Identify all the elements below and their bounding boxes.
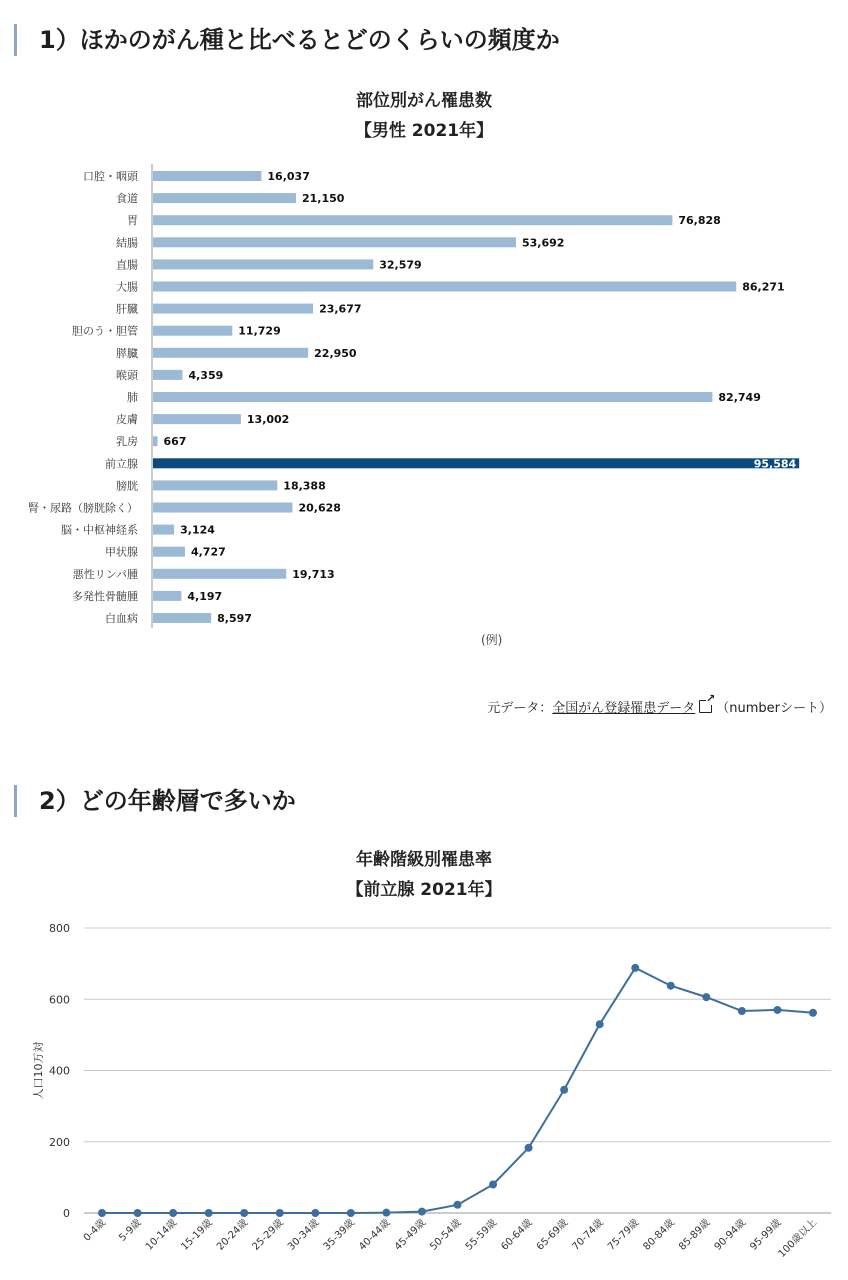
bar: [153, 348, 308, 358]
bar-chart-title: 部位別がん罹患数: [356, 91, 492, 111]
bar-chart-subtitle: 【男性 2021年】: [354, 121, 494, 141]
x-tick-label: 70-74歳: [570, 1217, 606, 1253]
bar: [153, 259, 373, 269]
x-tick-label: 30-34歳: [286, 1217, 322, 1253]
bar: [153, 237, 516, 247]
category-label: 結腸: [116, 236, 138, 250]
data-point: [276, 1209, 284, 1217]
bar: [153, 480, 277, 490]
value-label: 86,271: [742, 280, 785, 294]
value-label: 667: [163, 435, 187, 449]
value-label: 82,749: [718, 391, 761, 404]
value-label: 11,729: [238, 324, 281, 338]
data-point: [525, 1144, 533, 1152]
data-point: [418, 1208, 426, 1216]
data-point: [240, 1209, 248, 1217]
x-tick-label: 40-44歳: [357, 1217, 393, 1253]
value-label: 23,677: [319, 302, 362, 316]
value-label: 4,359: [188, 368, 224, 382]
data-point: [809, 1009, 817, 1017]
data-point: [773, 1006, 781, 1014]
value-label: 32,579: [379, 258, 422, 272]
category-label: 胆のう・胆管: [72, 324, 138, 338]
bar: [153, 304, 313, 314]
bar: [153, 392, 712, 402]
y-tick-label: 400: [49, 1064, 70, 1078]
value-label: 3,124: [180, 523, 215, 537]
value-label: 8,597: [217, 612, 252, 625]
category-label: 白血病: [105, 612, 138, 625]
data-point: [702, 993, 710, 1001]
category-label: 肺: [127, 391, 138, 404]
data-point: [134, 1209, 142, 1217]
chart-legend: (例): [481, 633, 503, 647]
x-tick-label: 35-39歳: [321, 1217, 357, 1253]
category-label: 直腸: [116, 258, 138, 272]
bar: [153, 525, 174, 535]
x-tick-label: 55-59歳: [463, 1217, 500, 1253]
bar: [153, 503, 292, 513]
data-point: [596, 1020, 604, 1028]
data-point: [98, 1209, 106, 1217]
x-tick-label: 65-69歳: [534, 1217, 571, 1253]
category-label: 大腸: [116, 280, 138, 294]
value-label: 53,692: [521, 236, 565, 250]
y-axis-label: 人口10万対: [32, 1041, 45, 1100]
value-label: 18,388: [283, 479, 326, 493]
x-tick-label: 80-84歳: [641, 1217, 677, 1253]
category-label: 膀胱: [116, 479, 138, 493]
category-label: 皮膚: [116, 413, 138, 427]
data-point: [631, 964, 639, 972]
x-tick-label: 60-64歳: [499, 1217, 535, 1253]
data-point: [560, 1086, 568, 1094]
category-label: 前立腺: [105, 457, 138, 471]
bar: [153, 569, 286, 579]
bar: [153, 457, 799, 471]
line-chart-title: 年齢階級別罹患率: [356, 850, 492, 870]
y-tick-label: 800: [49, 922, 70, 935]
data-point: [738, 1007, 746, 1015]
x-tick-label: 90-94歳: [712, 1217, 749, 1253]
x-tick-label: 15-19歳: [179, 1217, 215, 1253]
data-point: [382, 1209, 390, 1217]
category-label: 腎・尿路（膀胱除く）: [28, 501, 138, 515]
y-tick-label: 200: [49, 1135, 70, 1149]
value-label: 21,150: [301, 192, 345, 206]
value-label: 20,628: [298, 501, 341, 515]
bar: [153, 613, 211, 623]
value-label: 13,002: [246, 413, 290, 427]
x-tick-label: 20-24歳: [214, 1217, 251, 1253]
value-label: 4,727: [190, 545, 226, 559]
bar: [153, 436, 158, 446]
source-suffix: （numberシート）: [716, 701, 832, 716]
bar: [153, 215, 672, 225]
category-label: 膵臓: [116, 346, 138, 360]
bar: [153, 193, 296, 203]
value-label: 95,584: [753, 457, 797, 471]
category-label: 食道: [116, 192, 138, 206]
x-tick-label: 75-79歳: [605, 1217, 642, 1253]
x-tick-label: 95-99歳: [748, 1217, 784, 1253]
data-point: [667, 982, 675, 990]
source-prefix: 元データ：: [487, 701, 553, 716]
value-label: 76,828: [678, 214, 721, 228]
category-label: 脳・中枢神経系: [61, 523, 138, 537]
category-label: 胃: [127, 214, 138, 228]
value-label: 22,950: [314, 346, 357, 360]
bar: [153, 591, 181, 601]
y-tick-label: 0: [63, 1207, 70, 1220]
data-point: [169, 1209, 177, 1217]
value-label: 4,197: [187, 589, 223, 603]
source-note: [487, 697, 832, 716]
x-tick-label: 85-89歳: [677, 1217, 713, 1253]
data-point: [454, 1201, 462, 1209]
source-link[interactable]: 全国がん登録罹患データ: [552, 701, 696, 716]
x-tick-label: 100歳以上: [776, 1217, 820, 1260]
data-point: [205, 1209, 213, 1217]
series-line: [102, 968, 813, 1213]
value-label: 16,037: [267, 170, 310, 183]
category-label: 口腔・咽頭: [83, 170, 138, 183]
category-label: 乳房: [116, 435, 138, 449]
bar: [153, 326, 232, 336]
category-label: 甲状腺: [105, 545, 138, 559]
bar-chart: [0, 160, 848, 630]
external-link-icon: [699, 700, 712, 713]
section1-title: 1）ほかのがん種と比べるとどのくらいの頻度か: [14, 24, 560, 56]
x-tick-label: 25-29歳: [250, 1217, 286, 1253]
category-label: 悪性リンパ腫: [72, 567, 138, 581]
value-label: 19,713: [292, 567, 335, 581]
data-point: [347, 1209, 355, 1217]
x-tick-label: 50-54歳: [428, 1217, 464, 1253]
y-tick-label: 600: [49, 993, 70, 1007]
data-point: [311, 1209, 319, 1217]
category-label: 肝臓: [116, 302, 138, 316]
bar: [153, 282, 736, 292]
bar: [153, 414, 241, 424]
bar: [153, 171, 261, 181]
x-tick-label: 0-4歳: [81, 1217, 109, 1244]
category-label: 多発性骨髄腫: [72, 589, 138, 603]
bar: [153, 370, 182, 380]
x-tick-label: 45-49歳: [392, 1217, 429, 1253]
line-chart: [0, 915, 848, 1275]
line-chart-subtitle: 【前立腺 2021年】: [346, 880, 502, 900]
section2-title: 2）どの年齢層で多いか: [14, 785, 296, 817]
bar: [153, 547, 185, 557]
x-tick-label: 10-14歳: [143, 1217, 180, 1253]
x-tick-label: 5-9歳: [117, 1217, 144, 1244]
category-label: 喉頭: [116, 368, 138, 382]
data-point: [489, 1181, 497, 1189]
